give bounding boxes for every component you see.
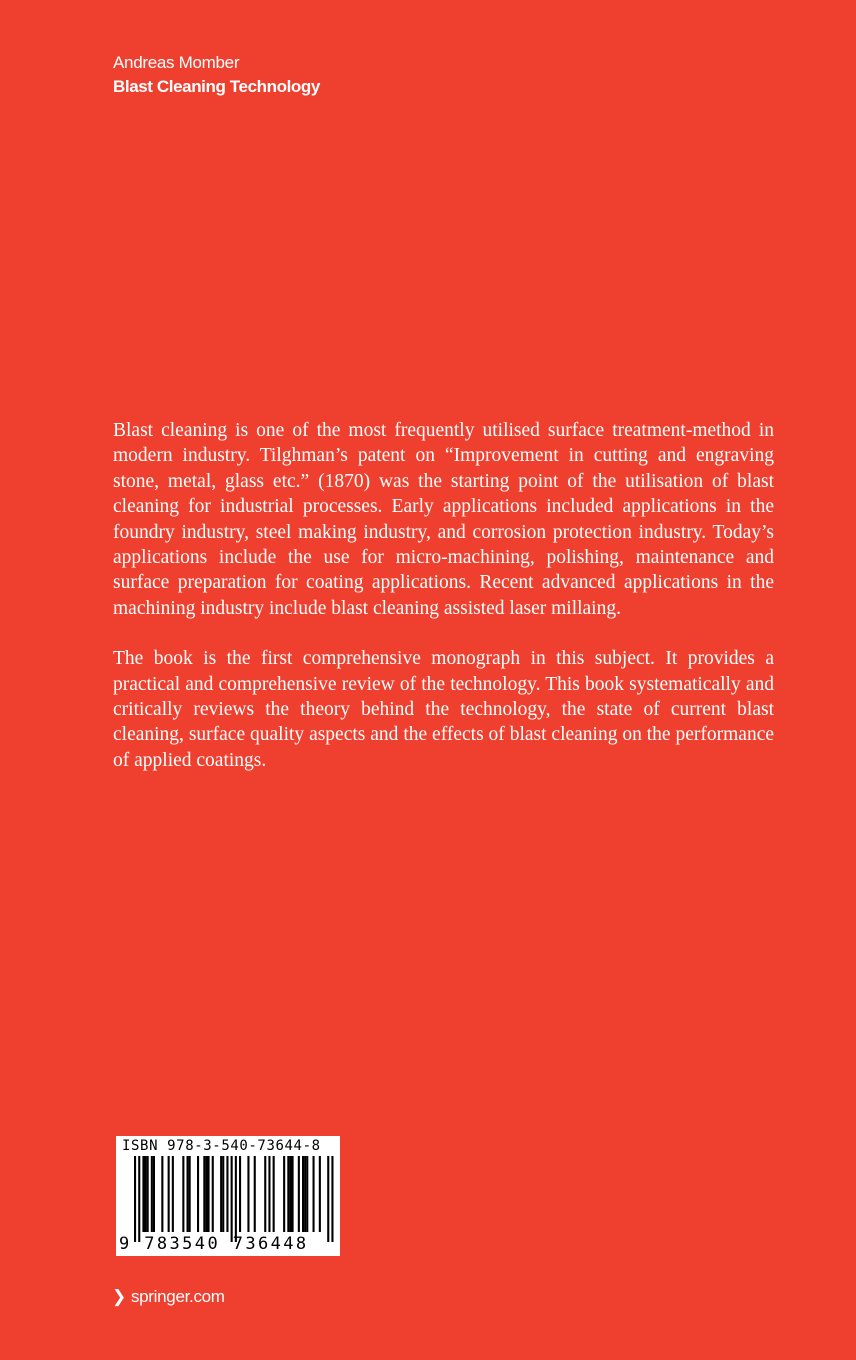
author-name: Andreas Momber bbox=[113, 53, 240, 72]
barcode-bar bbox=[304, 1156, 306, 1232]
barcode-bar bbox=[283, 1156, 285, 1232]
barcode-bar bbox=[331, 1156, 333, 1242]
barcode-bar bbox=[138, 1156, 140, 1242]
barcode-bar bbox=[161, 1156, 163, 1232]
ean-digits: 9 783540 736448 bbox=[119, 1234, 309, 1254]
barcode-bar bbox=[247, 1156, 249, 1232]
barcode-bar bbox=[182, 1156, 184, 1232]
barcode-bar bbox=[203, 1156, 205, 1232]
barcode-bar bbox=[292, 1156, 294, 1232]
barcode-bar bbox=[273, 1156, 275, 1232]
barcode-bar bbox=[208, 1156, 210, 1232]
chevron-right-icon: ❯ bbox=[112, 1287, 126, 1306]
barcode-bar bbox=[205, 1156, 207, 1232]
barcode-bar bbox=[147, 1156, 149, 1232]
barcode-bar bbox=[302, 1156, 304, 1232]
barcode-bar bbox=[220, 1156, 222, 1232]
barcode-bar bbox=[153, 1156, 155, 1232]
blurb-paragraph: Blast cleaning is one of the most frequently utilised surface treatment-method in modern industry. Tilghman’s patent on “Improvement in cutting and engraving stone, metal, glass etc.” (1870) was the starting point of the utilisation of blast cleaning for industrial processes. Early applications included applications in the foundry industry, steel making industry, and corrosion protection industry. Today’s applications include the use for micro-machining, polishing, maintenance and surface preparation for coating applications. Recent advanced applications in the machining industry include blast cleaning assisted laser millaing. bbox=[113, 420, 774, 619]
barcode-bar bbox=[268, 1156, 270, 1232]
barcode-bar bbox=[142, 1156, 144, 1232]
barcode-bar bbox=[212, 1156, 214, 1232]
barcode-bar bbox=[151, 1156, 153, 1232]
barcode-bar bbox=[172, 1156, 174, 1232]
barcode-bar bbox=[254, 1156, 256, 1232]
isbn-barcode bbox=[116, 1136, 340, 1256]
barcode-bar bbox=[319, 1156, 321, 1232]
barcode-bar bbox=[235, 1156, 237, 1242]
isbn-label: ISBN 978-3-540-73644-8 bbox=[122, 1138, 321, 1154]
barcode-bar bbox=[197, 1156, 199, 1232]
barcode-bar bbox=[145, 1156, 147, 1232]
barcode-bar bbox=[187, 1156, 189, 1232]
blurb-text bbox=[113, 418, 774, 773]
barcode-bar bbox=[189, 1156, 191, 1232]
publisher-website[interactable] bbox=[112, 1286, 225, 1308]
barcode-bar bbox=[168, 1156, 170, 1232]
barcode-bar bbox=[264, 1156, 266, 1232]
barcode-bar bbox=[222, 1156, 224, 1232]
barcode-bar bbox=[313, 1156, 315, 1232]
barcode-bar bbox=[289, 1156, 291, 1232]
barcode-bar bbox=[239, 1156, 241, 1232]
barcode-bar bbox=[226, 1156, 228, 1232]
barcode-bar bbox=[134, 1156, 136, 1242]
barcode-bar bbox=[306, 1156, 308, 1232]
barcode-bar bbox=[298, 1156, 300, 1232]
barcode-bar bbox=[287, 1156, 289, 1232]
blurb-paragraph: The book is the first comprehensive monograph in this subject. It provides a practical and comprehensive review of the technology. This book systematically and critically reviews the theory behind the technology, the state of current blast cleaning, surface quality aspects and the effects of blast cleaning on the performance of applied coatings. bbox=[113, 648, 774, 771]
barcode-bar bbox=[327, 1156, 329, 1242]
website-label: springer.com bbox=[130, 1287, 225, 1306]
barcode-bar bbox=[231, 1156, 233, 1242]
book-title: Blast Cleaning Technology bbox=[113, 77, 320, 96]
